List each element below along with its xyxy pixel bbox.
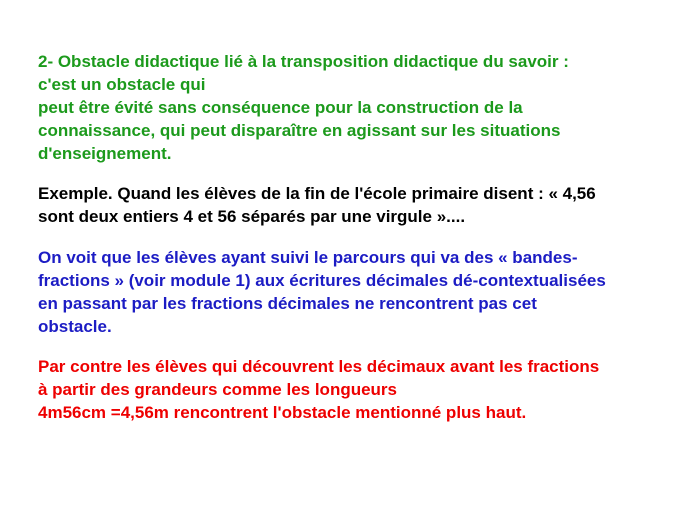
paragraph-fractions-path [38, 246, 683, 338]
text-line: d'enseignement. [38, 144, 172, 163]
text-line: fractions » (voir module 1) aux écritures décimales dé-contextualisées [38, 271, 606, 290]
text-line: On voit que les élèves ayant suivi le parcours qui va des « bandes- [38, 248, 578, 267]
text-line: connaissance, qui peut disparaître en agissant sur les situations [38, 121, 561, 140]
text-line: à partir des grandeurs comme les longueurs [38, 380, 398, 399]
text-line: obstacle. [38, 317, 112, 336]
paragraph-obstacle-definition [38, 50, 683, 165]
text-line: 4m56cm =4,56m rencontrent l'obstacle mentionné plus haut. [38, 403, 527, 422]
text-line: c'est un obstacle qui [38, 75, 206, 94]
text-line: sont deux entiers 4 et 56 séparés par une virgule ».... [38, 207, 466, 226]
text-line: en passant par les fractions décimales ne rencontrent pas cet [38, 294, 537, 313]
text-line: Par contre les élèves qui découvrent les décimaux avant les fractions [38, 357, 600, 376]
text-line: Exemple. Quand les élèves de la fin de l'école primaire disent : « 4,56 [38, 184, 596, 203]
text-line: 2- Obstacle didactique lié à la transposition didactique du savoir : [38, 52, 569, 71]
paragraph-decimals-first [38, 355, 683, 424]
text-line: peut être évité sans conséquence pour la construction de la [38, 98, 523, 117]
paragraph-example [38, 182, 683, 228]
